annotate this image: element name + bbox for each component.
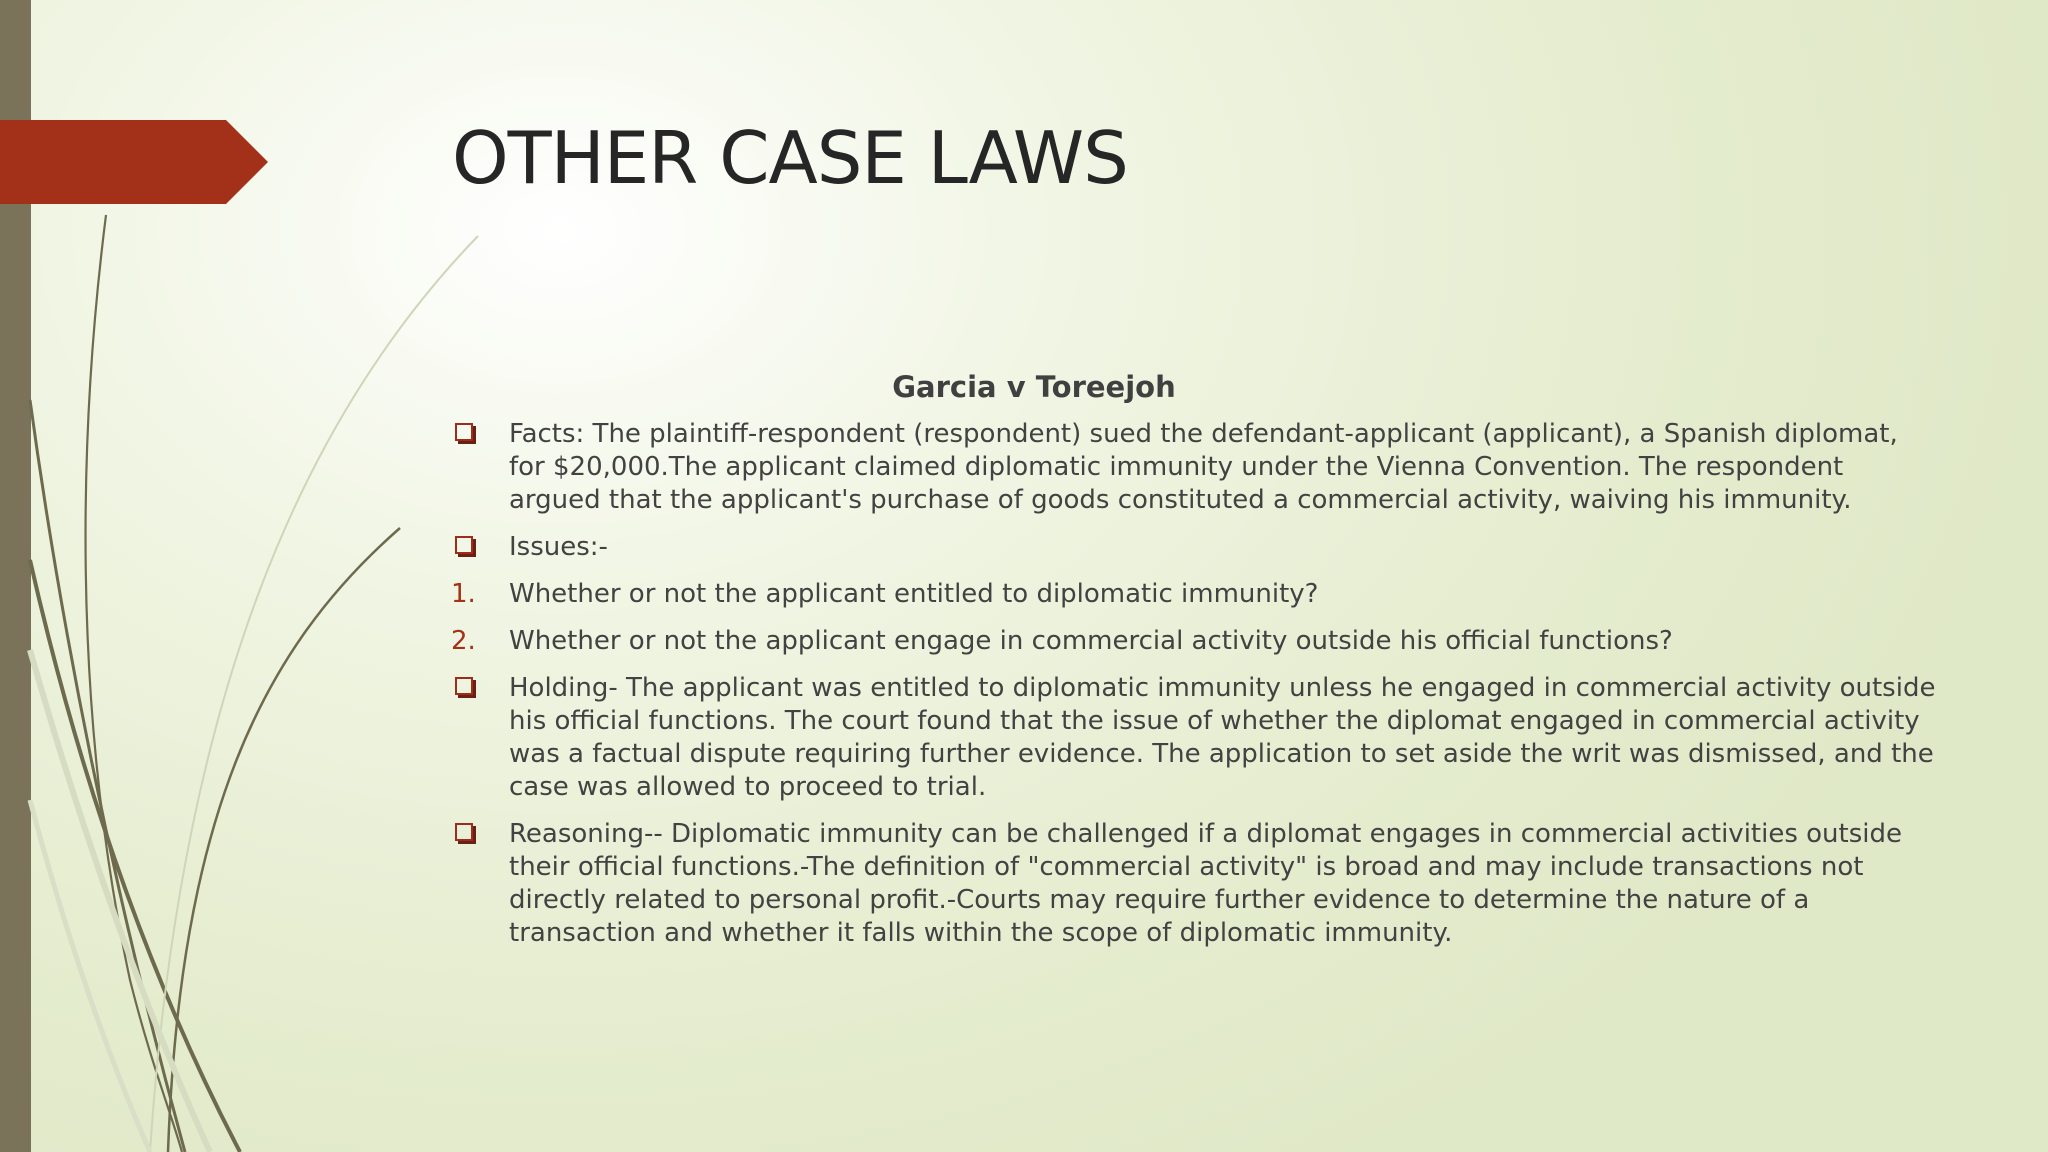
list-item-issue-2 [440,625,1940,658]
square-bullet-icon [455,536,473,554]
list-item-reasoning [440,818,1940,950]
list-item-text: Whether or not the applicant entitled to diplomatic immunity? [509,579,1319,609]
case-content-list [440,418,1940,964]
case-name-subtitle: Garcia v Toreejoh [892,370,1176,404]
square-bullet-icon [455,823,473,841]
slide-title: OTHER CASE LAWS [452,116,1128,200]
list-item-text: Issues:- [509,532,608,562]
square-bullet-icon [455,423,473,441]
list-number: 2. [451,626,476,656]
list-item-issue-1 [440,578,1940,611]
title-arrow-tab [0,0,280,220]
list-item-text: Reasoning-- Diplomatic immunity can be challenged if a diplomat engages in commercial activities outside their official functions.-The definition of "commercial activity" is broad and may include transactions not directly related to personal profit.-Courts may require further evidence to determine the nature of a transaction and whether it falls within the scope of diplomatic immunity. [509,819,1902,948]
list-item-text: Facts: The plaintiff-respondent (respondent) sued the defendant-applicant (applicant), a Spanish diplomat, for $20,000.The applicant claimed diplomatic immunity under the Vienna Convention. The respondent argued that the applicant's purchase of goods constituted a commercial activity, waiving his immunity. [509,419,1898,515]
list-item-text: Holding- The applicant was entitled to diplomatic immunity unless he engaged in commercial activity outside his official functions. The court found that the issue of whether the diplomat engaged in commercial activity was a factual dispute requiring further evidence. The application to set aside the writ was dismissed, and the case was allowed to proceed to trial. [509,673,1936,802]
list-item-issues [440,531,1940,564]
list-item-text: Whether or not the applicant engage in commercial activity outside his official functions? [509,626,1673,656]
square-bullet-icon [455,677,473,695]
list-number: 1. [451,579,476,609]
list-item-holding [440,672,1940,804]
list-item-facts [440,418,1940,517]
